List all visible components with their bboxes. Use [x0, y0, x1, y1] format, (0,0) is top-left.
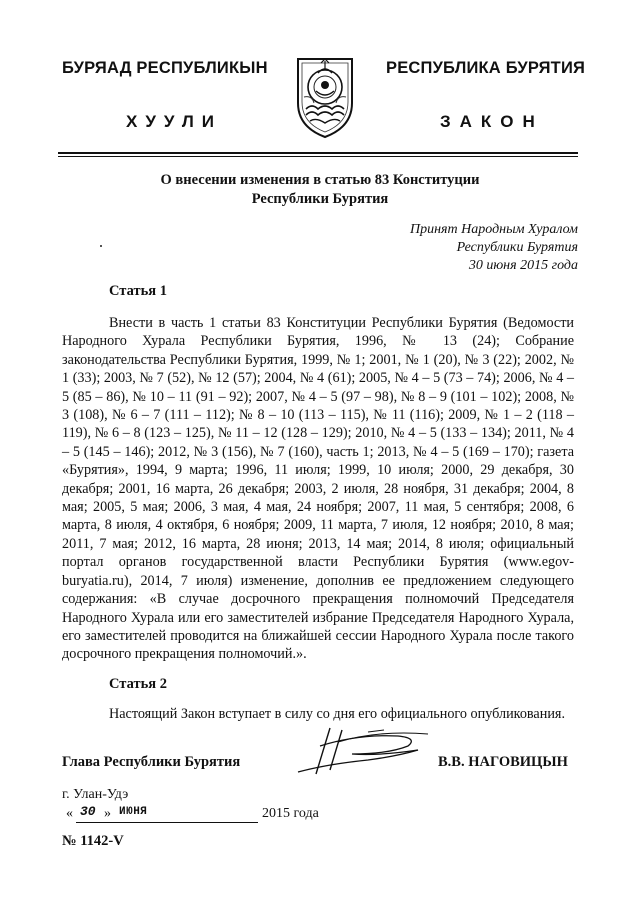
- signatory-role: Глава Республики Бурятия: [62, 754, 241, 770]
- article-1-heading: Статья 1: [109, 283, 167, 299]
- date-underline: [76, 822, 258, 823]
- header-buryat-law: ХУУЛИ: [126, 112, 222, 131]
- law-number: № 1142-V: [62, 833, 124, 849]
- scan-speck: [100, 245, 102, 247]
- article-1-text: Внести в часть 1 статьи 83 Конституции Республики Бурятия (Ведомости Народного Хурала Республики Бурятия, 1996, № 13 (24); Собрание законодательства Республики Бурятия, 1999, № 1; 2001, № 1 (20), № 3 (22); 2002, № 1 (33); 2003, № 7 (52), № 12 (57); 2004, № 4 (61); 2005, № 4 – 5 (73 – 74); 2006, № 4 – 5 (85 – 86), № 10 – 11 (91 – 92); 2007, № 4 – 5 (97 – 98), № 8 – 9 (101 – 102); 2008, № 3 (108), № 6 – 7 (111 – 112); № 8 – 10 (113 – 115), № 11 (116); 2009, № 1 – 2 (118 – 119), № 6 – 8 (123 – 125), № 11 – 12 (128 – 129); 2010, № 4 – 5 (133 – 134); 2011, № 4 – 5 (145 – 146); 2012, № 3 (156), № 7 (160), часть 1; 2013, № 4 – 5 (169 – 170); газета «Бурятия», 1994, 9 марта; 1996, 11 июля; 1999, 10 июля; 2000, 29 декабря, 30 декабря; 2001, 16 марта, 26 декабря; 2003, 2 июля, 28 ноября, 31 декабря; 2004, 8 мая; 2005, 5 мая; 2006, 3 мая, 4 мая, 24 ноября; 2007, 11 мая, 5 сентября; 2008, 6 марта, 8 июля, 4 октября, 6 ноября; 2009, 11 марта, 7 июля, 12 ноября; 2010, 8 мая; 2011, 7 мая; 2012, 16 марта, 28 июня; 2013, 14 мая; 2014, 8 июля; официальный портал органов государственной власти Республики Бурятия (www.egov-buryatia.ru), 2014, 7 июля) изменение, дополнив ее предложением следующего содержания: «В случае досрочного прекращения полномочий Председателя Народного Хурала или его заместителей избрание Председателя Народного Хурала, его заместителей проводится на ближайшей сессии Народного Хурала после такого досрочного прекращения полномочий.».: [62, 315, 574, 663]
- signatory-name: В.В. НАГОВИЦЫН: [438, 754, 568, 770]
- handwritten-signature-icon: [268, 720, 438, 780]
- law-title-line-1: О внесении изменения в статью 83 Конституции: [160, 172, 480, 188]
- header-divider-thick: [58, 152, 578, 154]
- date-year: 2015 года: [262, 806, 319, 821]
- article-2-text: Настоящий Закон вступает в силу со дня его официального опубликования.: [109, 706, 565, 722]
- signing-date: [62, 806, 362, 826]
- date-day-stamp: 30: [80, 804, 96, 819]
- adoption-date: 30 июня 2015 года: [468, 258, 578, 273]
- adoption-note: [410, 221, 578, 275]
- signing-place: г. Улан-Удэ: [62, 787, 129, 802]
- header-divider-thin: [58, 156, 578, 157]
- date-quote-open: «: [66, 806, 73, 821]
- date-quote-close: »: [104, 806, 111, 821]
- date-month-stamp: ИЮНЯ: [119, 806, 148, 818]
- adoption-note-line-2: Республики Бурятия: [456, 240, 578, 255]
- article-2-heading: Статья 2: [109, 676, 167, 692]
- law-title-line-2: Республики Бурятия: [251, 191, 389, 207]
- header-russian-law: ЗАКОН: [440, 112, 544, 131]
- header-russian-republic: РЕСПУБЛИКА БУРЯТИЯ: [386, 59, 586, 77]
- adoption-note-line-1: Принят Народным Хуралом: [409, 222, 578, 237]
- buryatia-coat-of-arms-icon: [292, 51, 358, 141]
- header-buryat-republic: БУРЯАД РЕСПУБЛИКЫН: [62, 59, 268, 77]
- law-title: [100, 171, 540, 209]
